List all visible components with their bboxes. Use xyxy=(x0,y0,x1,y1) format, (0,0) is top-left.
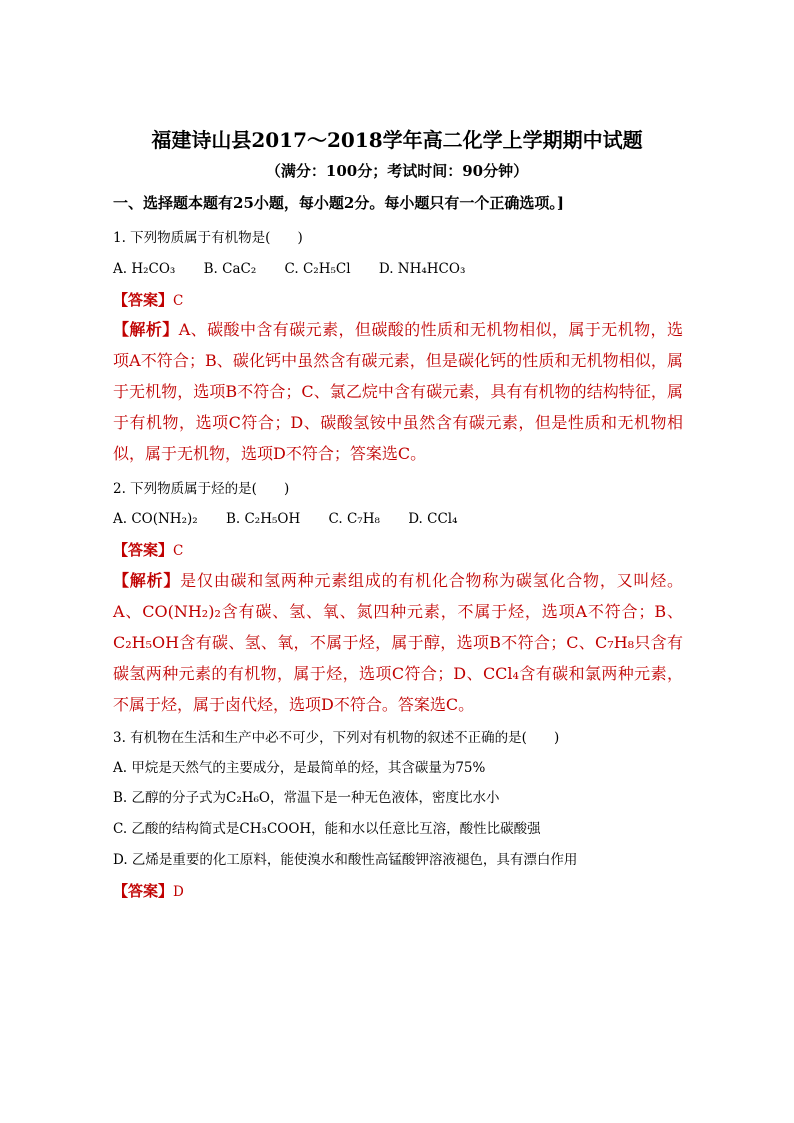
question-1-explanation xyxy=(113,314,683,469)
question-3-option-a: A. 甲烷是天然气的主要成分，是最简单的烃，其含碳量为75% xyxy=(113,760,486,776)
question-3-option-b: B. 乙醇的分子式为C₂H₆O，常温下是一种无色液体，密度比水小 xyxy=(113,790,500,806)
question-2-answer xyxy=(113,540,683,561)
option-b: B. C₂H₅OH xyxy=(225,511,301,527)
answer-tag: 【答案】 xyxy=(113,291,174,309)
option-b: B. CaC₂ xyxy=(203,261,257,277)
answer-tag: 【答案】 xyxy=(113,882,174,900)
explanation-tag: 【解析】 xyxy=(113,571,181,590)
explanation-text: 是仅由碳和氢两种元素组成的有机化合物称为碳氢化合物，又叫烃。A、CO(NH₂)₂含有碳、氢、氧、氮四种元素，不属于烃，选项A不符合；B、C₂H₅OH含有碳、氢、氧，不属于烃，属于醇，选项B不符合；C、C₇H₈只含有碳氢两种元素的有机物，属于烃，选项C符合；D、CCl₄含有碳和氯两种元素，不属于烃，属于卤代烃，选项D不符合。答案选C。 xyxy=(113,571,683,714)
option-d: D. CCl₄ xyxy=(408,511,458,527)
question-2-options xyxy=(113,509,683,529)
option-a: A. H₂CO₃ xyxy=(113,261,176,277)
question-3-option-c: C. 乙酸的结构简式是CH₃COOH，能和水以任意比互溶，酸性比碳酸强 xyxy=(113,821,541,837)
section-heading: 一、选择题本题有25小题，每小题2分。每小题只有一个正确选项。] xyxy=(113,194,564,212)
answer-value: C xyxy=(173,543,184,559)
answer-value: D xyxy=(173,884,184,900)
question-2-stem: 2. 下列物质属于烃的是( ) xyxy=(113,481,290,497)
option-c: C. C₂H₅Cl xyxy=(284,261,351,277)
exam-info: （满分：100分；考试时间：90分钟） xyxy=(265,162,529,180)
explanation-text: A、碳酸中含有碳元素，但碳酸的性质和无机物相似，属于无机物，选项A不符合；B、碳化钙中虽然含有碳元素，但是碳化钙的性质和无机物相似，属于无机物，选项B不符合；C、氯乙烷中含有碳元素，具有有机物的结构特征，属于有机物，选项C符合；D、碳酸氢铵中虽然含有碳元素，但是性质和无机物相似，属于无机物，选项D不符合；答案选C。 xyxy=(113,320,683,463)
page-title: 福建诗山县2017～2018学年高二化学上学期期中试题 xyxy=(151,128,643,152)
question-3-answer xyxy=(113,881,683,902)
option-c: C. C₇H₈ xyxy=(328,511,380,527)
question-1-stem: 1. 下列物质属于有机物是( ) xyxy=(113,230,303,246)
answer-value: C xyxy=(173,293,184,309)
option-d: D. NH₄HCO₃ xyxy=(378,261,466,277)
question-1-options xyxy=(113,259,683,279)
question-2-explanation xyxy=(113,565,683,720)
question-3-stem: 3. 有机物在生活和生产中必不可少，下列对有机物的叙述不正确的是( ) xyxy=(113,730,560,746)
question-1-answer xyxy=(113,290,683,311)
explanation-tag: 【解析】 xyxy=(113,320,179,339)
option-a: A. CO(NH₂)₂ xyxy=(113,511,198,527)
question-3-option-d: D. 乙烯是重要的化工原料，能使溴水和酸性高锰酸钾溶液褪色，具有漂白作用 xyxy=(113,852,578,868)
answer-tag: 【答案】 xyxy=(113,541,174,559)
